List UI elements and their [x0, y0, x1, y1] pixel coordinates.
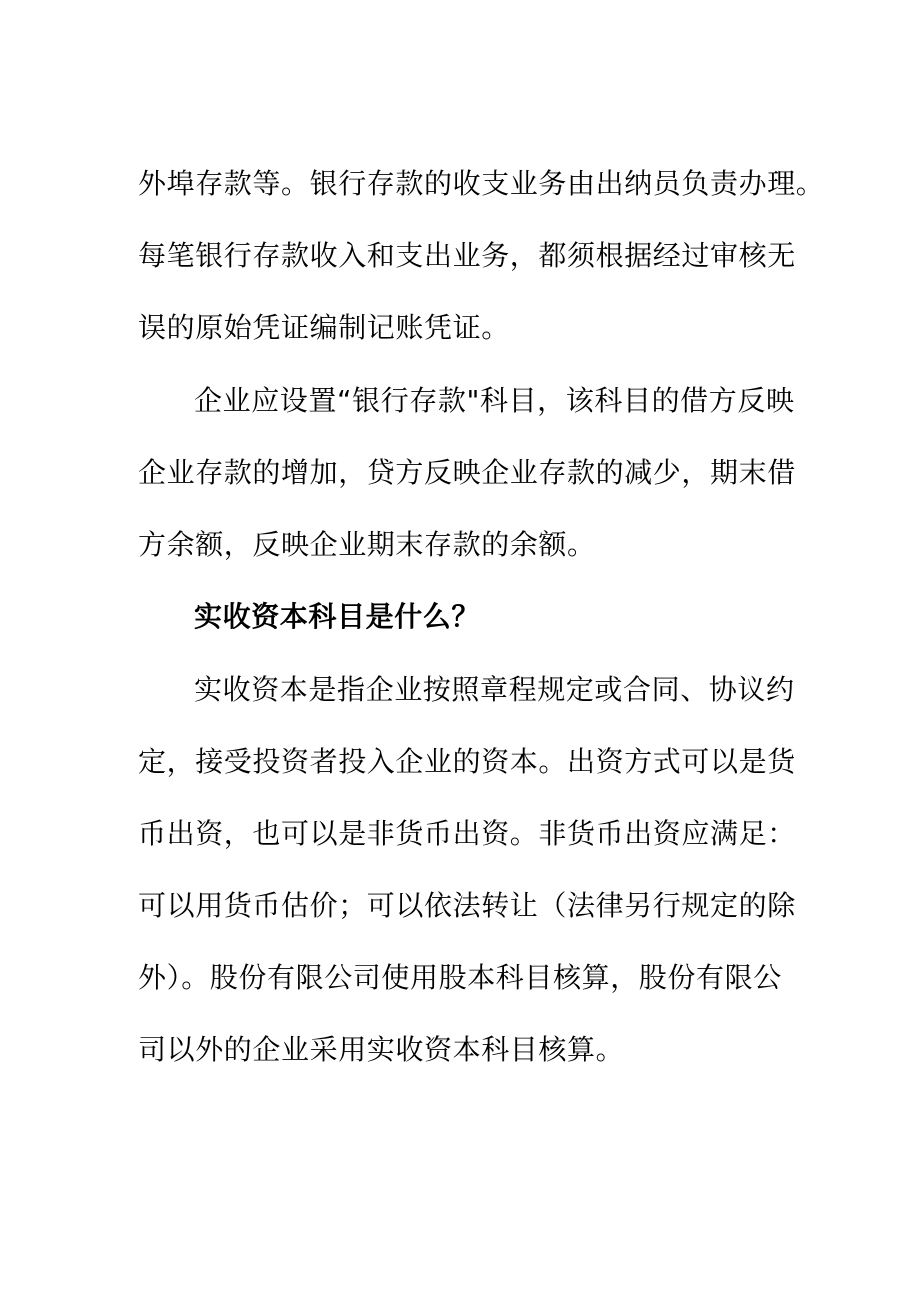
- paragraph-3-line-6: 司以外的企业采用实收资本科目核算。: [138, 1033, 625, 1066]
- paragraph-3-line-3: 币出资，也可以是非货币出资。非货币出资应满足：: [138, 817, 796, 850]
- paragraph-1-line-1: 外埠存款等。银行存款的收支业务由出纳员负责办理。: [138, 167, 825, 200]
- paragraph-1-line-3: 误的原始凭证编制记账凭证。: [138, 311, 510, 344]
- paragraph-3-line-4: 可以用货币估价；可以依法转让（法律另行规定的除: [138, 889, 796, 922]
- paragraph-1-line-2: 每笔银行存款收入和支出业务，都须根据经过审核无: [138, 239, 796, 272]
- paragraph-2-line-2: 企业存款的增加，贷方反映企业存款的减少，期末借: [138, 456, 796, 489]
- section-heading: 实收资本科目是什么？: [194, 600, 481, 633]
- paragraph-3-line-1: 实收资本是指企业按照章程规定或合同、协议约: [194, 673, 795, 706]
- paragraph-3-line-2: 定，接受投资者投入企业的资本。出资方式可以是货: [138, 745, 796, 778]
- paragraph-3-line-5: 外）。股份有限公司使用股本科目核算，股份有限公: [138, 961, 782, 994]
- paragraph-2-line-1: 企业应设置“银行存款"科目，该科目的借方反映: [194, 384, 795, 417]
- paragraph-2-line-3: 方余额，反映企业期末存款的余额。: [138, 528, 596, 561]
